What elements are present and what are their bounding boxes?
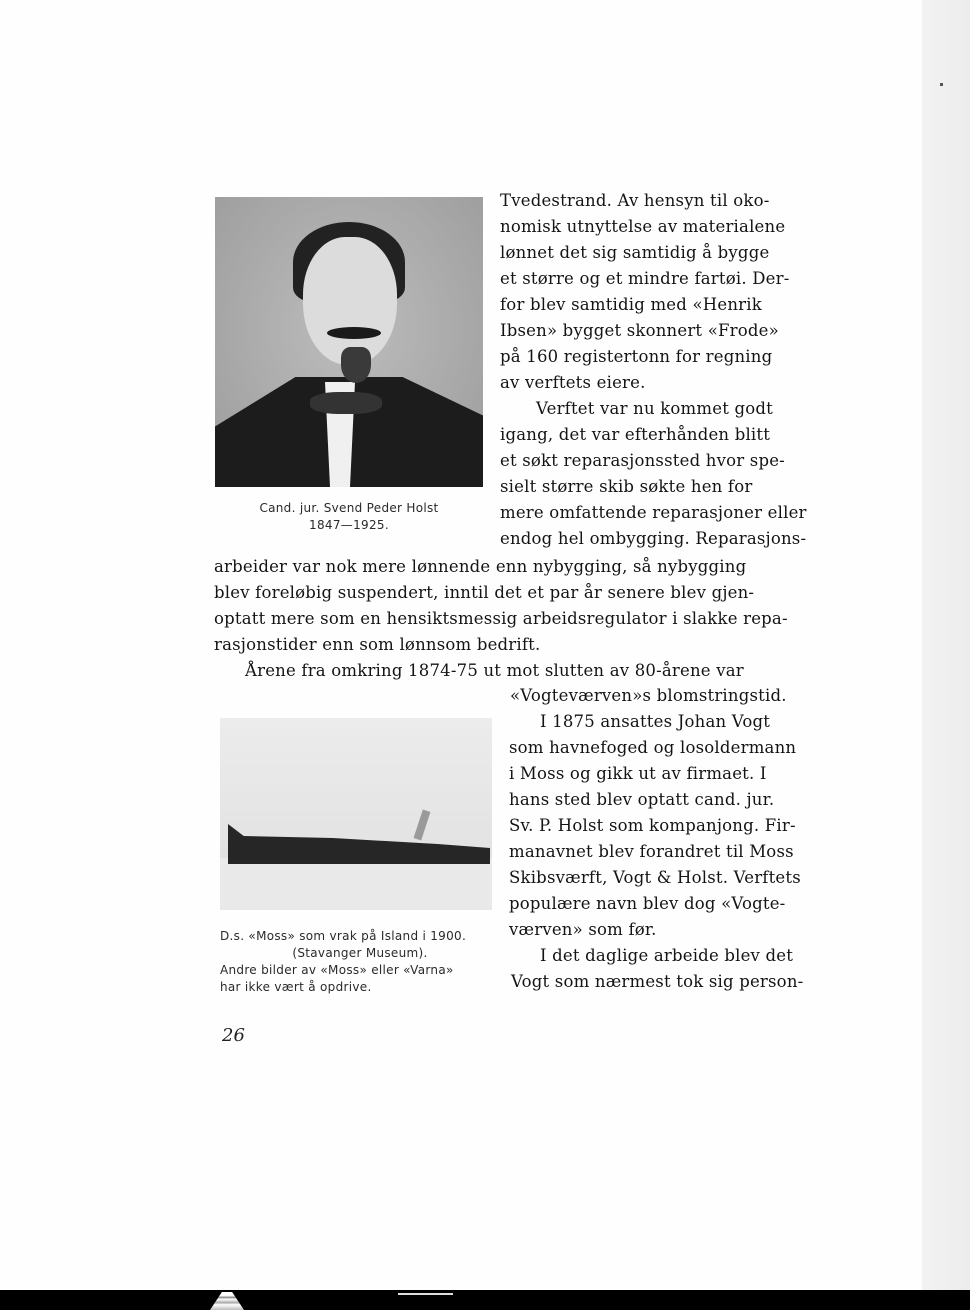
body-line: «Vogteværven»s blomstringstid. [510, 686, 787, 705]
wreck-caption-note: har ikke vært å opdrive. [220, 980, 372, 994]
body-line: Tvedestrand. Av hensyn til oko- [500, 191, 770, 210]
portrait-photo [215, 197, 483, 487]
paragraph-start: I 1875 ansattes Johan Vogt [540, 712, 771, 731]
body-line: i Moss og gikk ut av firmaet. I [509, 764, 767, 783]
wreck-caption-line: D.s. «Moss» som vrak på Island i 1900. [220, 929, 467, 943]
body-line: igang, det var efterhånden blitt [500, 425, 771, 444]
body-line: for blev samtidig med «Henrik [500, 295, 762, 314]
body-line: populære navn blev dog «Vogte- [509, 894, 786, 913]
body-line: Sv. P. Holst som kompanjong. Fir- [509, 816, 796, 835]
portrait-caption-dates: 1847—1925. [309, 518, 389, 532]
shipwreck-photo [220, 718, 492, 910]
body-line: Vogt som nærmest tok sig person- [511, 972, 804, 991]
body-line: Skibsværft, Vogt & Holst. Verftets [509, 868, 801, 887]
body-line-full: arbeider var nok mere lønnende enn nybygging, så nybygging [214, 557, 747, 576]
scan-speck [940, 83, 943, 86]
body-line-full: optatt mere som en hensiktsmessig arbeidsregulator i slakke repa- [214, 609, 788, 628]
body-line-full: rasjonstider enn som lønnsom bedrift. [214, 635, 541, 654]
scanner-streak [398, 1293, 453, 1295]
body-line: værven» som før. [509, 920, 657, 939]
portrait-caption-line: Cand. jur. Svend Peder Holst [259, 501, 439, 515]
body-line: nomisk utnyttelse av materialene [500, 217, 786, 236]
paragraph-start: Verftet var nu kommet godt [536, 399, 773, 418]
page-number: 26 [222, 1025, 245, 1046]
body-line: endog hel ombygging. Reparasjons- [500, 529, 807, 548]
scan-border [0, 1290, 970, 1310]
wreck-ground [220, 864, 492, 910]
body-line: et større og et mindre fartøi. Der- [500, 269, 790, 288]
body-line: sielt større skib søkte hen for [500, 477, 753, 496]
scanner-glare [210, 1292, 244, 1310]
portrait-mustache [327, 327, 381, 339]
body-line: som havnefoged og losoldermann [509, 738, 797, 757]
portrait-face [303, 237, 397, 365]
body-line: mere omfattende reparasjoner eller [500, 503, 807, 522]
body-line: Ibsen» bygget skonnert «Frode» [500, 321, 779, 340]
body-line: hans sted blev optatt cand. jur. [509, 790, 775, 809]
body-line: manavnet blev forandret til Moss [509, 842, 794, 861]
portrait-caption [215, 500, 483, 534]
paragraph-start: Årene fra omkring 1874-75 ut mot slutten av 80-årene var [245, 661, 744, 680]
wreck-caption-note: Andre bilder av «Moss» eller «Varna» [220, 963, 454, 977]
body-line: av verftets eiere. [500, 373, 646, 392]
paragraph-start: I det daglige arbeide blev det [540, 946, 794, 965]
facing-page-edge [922, 0, 970, 1290]
body-line: på 160 registertonn for regning [500, 347, 773, 366]
body-line: lønnet det sig samtidig å bygge [500, 243, 770, 262]
wreck-caption-source: (Stavanger Museum). [292, 946, 428, 960]
body-line-full: blev foreløbig suspendert, inntil det et par år senere blev gjen- [214, 583, 755, 602]
wreck-caption [220, 928, 500, 996]
portrait-beard [341, 347, 371, 383]
portrait-bow-tie [310, 392, 382, 414]
body-line: et søkt reparasjonssted hvor spe- [500, 451, 785, 470]
